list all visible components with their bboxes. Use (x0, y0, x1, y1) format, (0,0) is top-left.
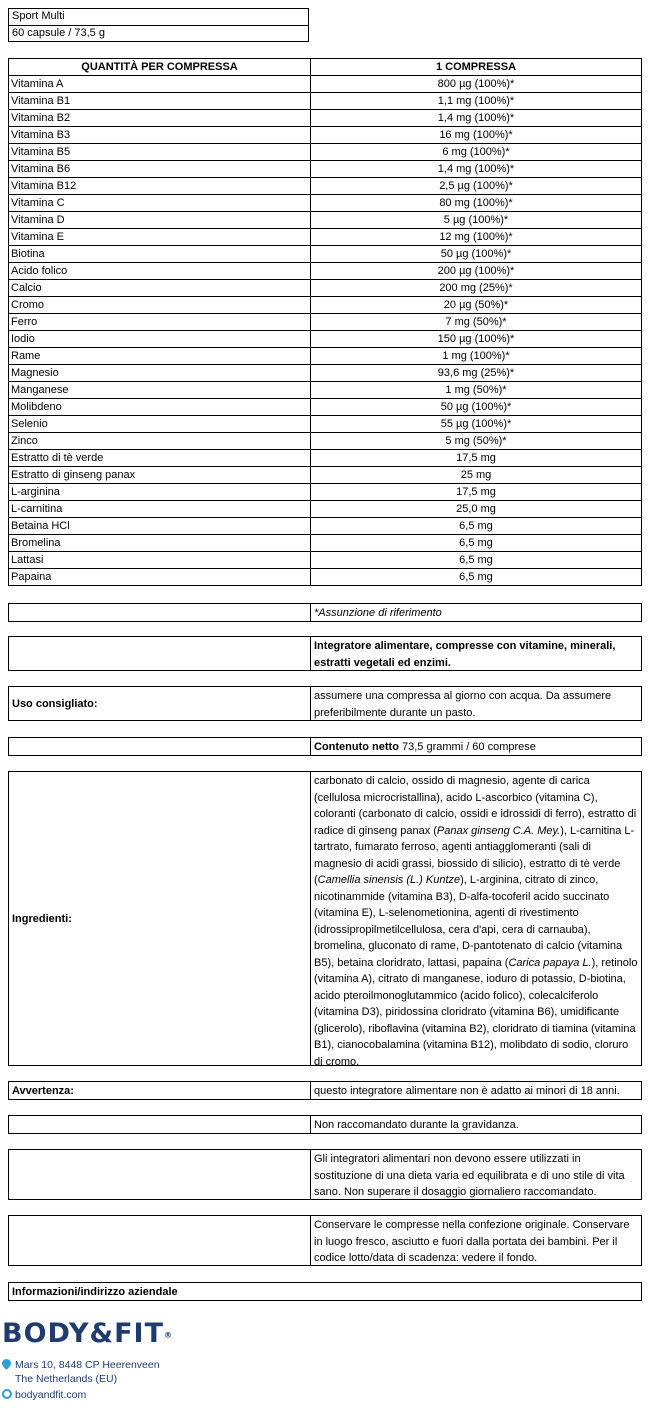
nutrient-name: Lattasi (9, 552, 311, 569)
warning-text: questo integratore alimentare non è adatto ai minori di 18 anni. (314, 1085, 620, 1097)
nutrient-amount: 93,6 mg (25%)* (311, 365, 642, 382)
nutrient-amount: 6,5 mg (311, 535, 642, 552)
table-row (9, 297, 642, 314)
nutrient-amount: 1 mg (50%)* (311, 382, 642, 399)
net-content-row (8, 737, 642, 756)
table-row (9, 314, 642, 331)
net-content-value: 73,5 grammi / 60 comprese (402, 741, 536, 753)
table-row (9, 467, 642, 484)
nutrient-name: Estratto di tè verde (9, 450, 311, 467)
nutrient-amount: 1 mg (100%)* (311, 348, 642, 365)
nutrient-amount: 150 µg (100%)* (311, 331, 642, 348)
table-row (9, 348, 642, 365)
nutrient-amount: 50 µg (100%)* (311, 246, 642, 263)
table-row (9, 263, 642, 280)
table-row (9, 501, 642, 518)
usage-text: assumere una compressa al giorno con acqua. Da assumere preferibilmente durante un pasto. (314, 690, 612, 719)
nutrient-name: Zinco (9, 433, 311, 450)
table-row (9, 110, 642, 127)
table-row (9, 280, 642, 297)
nutrient-amount: 6,5 mg (311, 518, 642, 535)
reference-note-row (8, 603, 642, 622)
address-line-2: The Netherlands (EU) (15, 1373, 118, 1385)
net-content (311, 738, 641, 755)
nutrient-amount: 6,5 mg (311, 569, 642, 586)
nutrient-amount: 80 mg (100%)* (311, 195, 642, 212)
nutrient-amount: 55 µg (100%)* (311, 416, 642, 433)
table-row (9, 399, 642, 416)
nutrient-amount: 1,4 mg (100%)* (311, 161, 642, 178)
company-info-label: Informazioni/indirizzo aziendale (12, 1285, 178, 1298)
globe-icon (2, 1389, 12, 1399)
table-row (9, 195, 642, 212)
nutrient-name: L-carnitina (9, 501, 311, 518)
location-pin-icon (0, 1357, 13, 1370)
nutrient-name: Ferro (9, 314, 311, 331)
company-address (2, 1358, 160, 1386)
nutrient-name: Molibdeno (9, 399, 311, 416)
product-quantity: 60 capsule / 73,5 g (9, 25, 308, 41)
nutrient-name: Vitamina E (9, 229, 311, 246)
pregnancy-text: Non raccomandato durante la gravidanza. (314, 1119, 519, 1131)
nutrient-name: Vitamina A (9, 76, 311, 93)
nutrient-amount: 5 mg (50%)* (311, 433, 642, 450)
nutrient-amount: 25,0 mg (311, 501, 642, 518)
nutrient-name: Manganese (9, 382, 311, 399)
nutrient-name: Bromelina (9, 535, 311, 552)
company-website (2, 1388, 86, 1402)
nutrient-name: Vitamina B5 (9, 144, 311, 161)
nutrient-amount: 50 µg (100%)* (311, 399, 642, 416)
table-row (9, 246, 642, 263)
storage-row (8, 1215, 642, 1266)
column-header-name: QUANTITÀ PER COMPRESSA (9, 59, 311, 76)
table-row (9, 569, 642, 586)
nutrient-amount: 6 mg (100%)* (311, 144, 642, 161)
nutrient-amount: 17,5 mg (311, 450, 642, 467)
nutrient-amount: 1,1 mg (100%)* (311, 93, 642, 110)
nutrient-name: Vitamina B6 (9, 161, 311, 178)
table-row (9, 450, 642, 467)
nutrient-amount: 800 µg (100%)* (311, 76, 642, 93)
table-row (9, 365, 642, 382)
brand-logo (2, 1318, 173, 1349)
table-row (9, 382, 642, 399)
nutrient-name: Betaina HCl (9, 518, 311, 535)
nutrient-name: Acido folico (9, 263, 311, 280)
disclaimer-text: Gli integratori alimentari non devono essere utilizzati in sostituzione di una dieta varia ed equilibrata e di uno stile di vita sano. Non superare il dosaggio giornaliero raccomandato. (314, 1153, 625, 1198)
product-description: Integratore alimentare, compresse con vitamine, minerali, estratti vegetali ed enzimi. (314, 640, 616, 669)
ingredients-label: Ingredienti: (9, 772, 311, 1065)
table-row (9, 416, 642, 433)
nutrient-name: Vitamina B1 (9, 93, 311, 110)
table-row (9, 161, 642, 178)
usage-row (8, 686, 642, 721)
nutrient-amount: 16 mg (100%)* (311, 127, 642, 144)
nutrient-amount: 6,5 mg (311, 552, 642, 569)
nutrient-amount: 5 µg (100%)* (311, 212, 642, 229)
table-row (9, 229, 642, 246)
nutrient-name: Vitamina B2 (9, 110, 311, 127)
nutrient-amount: 200 µg (100%)* (311, 263, 642, 280)
table-row (9, 518, 642, 535)
address-line-1: Mars 10, 8448 CP Heerenveen (15, 1359, 160, 1371)
registered-mark: ® (163, 1330, 173, 1340)
table-row (9, 144, 642, 161)
company-info-row (8, 1282, 642, 1301)
ingredients-text: carbonato di calcio, ossido di magnesio, agente di carica (cellulosa microcristallina), acido L-ascorbico (vitamina C), coloranti (carbonato di calcio, ossidi e idrossidi di ferro), estratto di radice di ginseng panax (Panax ginseng C.A. Mey.), L-carnitina L-tartrato, fumarato ferroso, agenti antiagglomeranti (sali di magnesio di acidi grassi, biossido di silicio), estratto di tè verde (Camellia sinensis (L.) Kuntze), L-arginina, citrato di zinco, nicotinammide (vitamina B3), D-alfa-tocoferil acido succinato (vitamina E), L-selenometionina, agenti di rivestimento (idrossipropilmetilcellulosa, cera d'api, cera di carnauba), bromelina, gluconato di rame, D-pantotenato di calcio (vitamina B5), betaina cloridrato, lattasi, papaina (Carica papaya L.), retinolo (vitamina A), citrato di manganese, ioduro di potassio, D-biotina, acido pteroilmonoglutammico (acido folico), colecalciferolo (vitamina D3), piridossina cloridrato (vitamina B6), umidificante (glicerolo), riboflavina (vitamina B2), cloridrato di tiamina (vitamina B1), cianocobalamina (vitamina B12), molibdato di sodio, cloruro di cromo. (314, 775, 638, 1068)
warning-label: Avvertenza: (9, 1082, 311, 1099)
nutrient-name: Vitamina B12 (9, 178, 311, 195)
nutrient-amount: 7 mg (50%)* (311, 314, 642, 331)
nutrient-name: Rame (9, 348, 311, 365)
table-row (9, 552, 642, 569)
nutrient-name: Vitamina B3 (9, 127, 311, 144)
nutrient-name: Biotina (9, 246, 311, 263)
nutrient-name: Calcio (9, 280, 311, 297)
table-row (9, 127, 642, 144)
product-header (8, 8, 309, 42)
warning-row (8, 1081, 642, 1100)
table-row (9, 93, 642, 110)
nutrient-name: Magnesio (9, 365, 311, 382)
nutrient-name: L-arginina (9, 484, 311, 501)
nutrient-amount: 25 mg (311, 467, 642, 484)
nutrient-name: Vitamina D (9, 212, 311, 229)
column-header-amount: 1 COMPRESSA (311, 59, 642, 76)
nutrient-amount: 17,5 mg (311, 484, 642, 501)
nutrient-amount: 1,4 mg (100%)* (311, 110, 642, 127)
product-name: Sport Multi (12, 10, 65, 22)
nutrient-amount: 200 mg (25%)* (311, 280, 642, 297)
nutrient-name: Iodio (9, 331, 311, 348)
nutrient-name: Selenio (9, 416, 311, 433)
nutrient-amount: 2,5 µg (100%)* (311, 178, 642, 195)
reference-note: *Assunzione di riferimento (314, 607, 442, 619)
nutrient-name: Papaina (9, 569, 311, 586)
brand-logo-text: BODY&FIT (2, 1318, 164, 1349)
storage-text: Conservare le compresse nella confezione originale. Conservare in luogo fresco, asciutto e fuori dalla portata dei bambini. Per il codice lotto/data di scadenza: vedere il fondo. (314, 1219, 630, 1264)
nutrient-name: Cromo (9, 297, 311, 314)
disclaimer-row (8, 1149, 642, 1200)
nutrition-table (8, 58, 642, 586)
table-row (9, 76, 642, 93)
description-row (8, 636, 642, 671)
table-row (9, 212, 642, 229)
table-row (9, 178, 642, 195)
nutrient-name: Estratto di ginseng panax (9, 467, 311, 484)
table-header-row (9, 59, 642, 76)
website-text: bodyandfit.com (15, 1389, 87, 1401)
nutrient-amount: 20 µg (50%)* (311, 297, 642, 314)
net-content-label: Contenuto netto (314, 741, 399, 753)
usage-label: Uso consigliato: (9, 687, 311, 720)
nutrient-amount: 12 mg (100%)* (311, 229, 642, 246)
table-row (9, 535, 642, 552)
table-row (9, 433, 642, 450)
table-row (9, 331, 642, 348)
table-row (9, 484, 642, 501)
ingredients-row (8, 771, 642, 1066)
nutrient-name: Vitamina C (9, 195, 311, 212)
pregnancy-row (8, 1115, 642, 1134)
